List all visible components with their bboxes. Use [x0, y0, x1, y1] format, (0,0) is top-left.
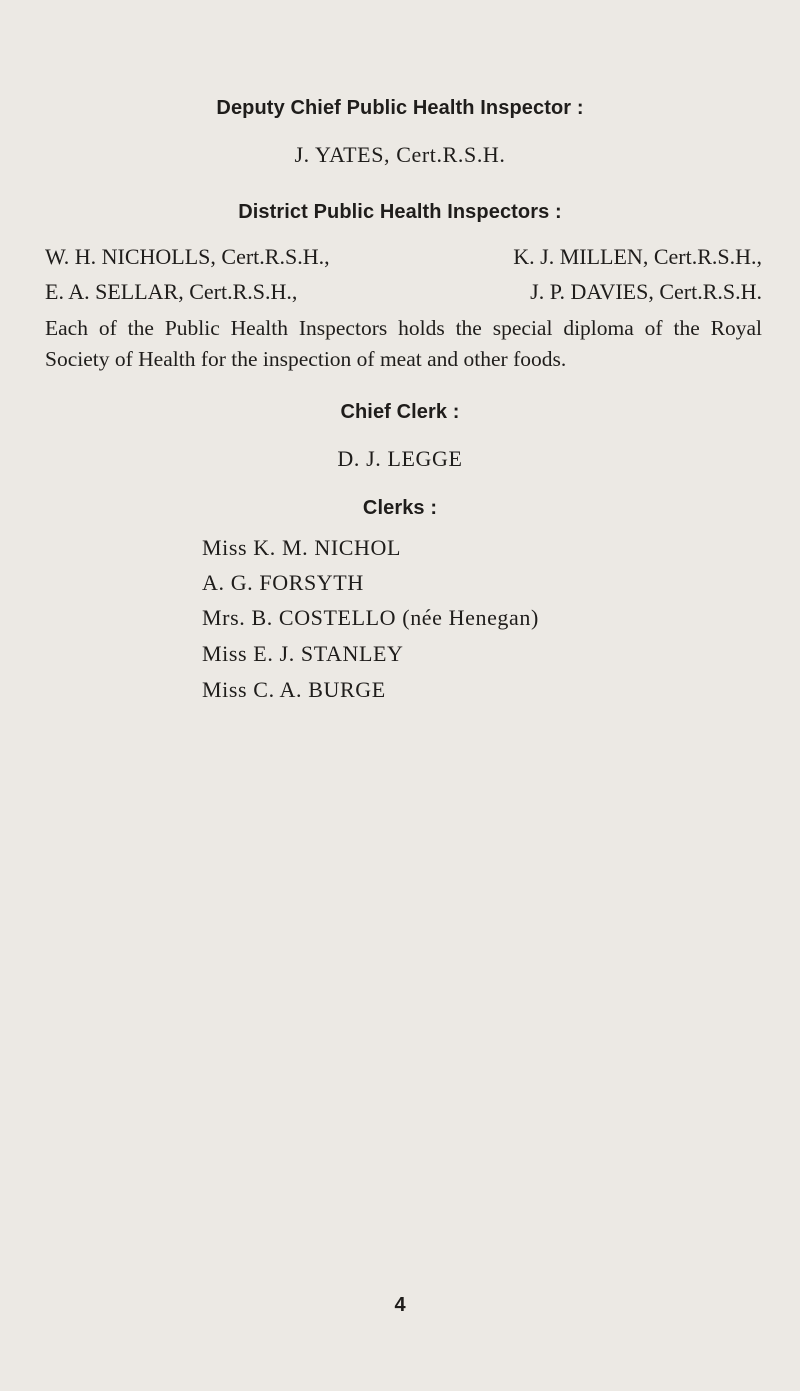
chief-clerk-name: D. J. LEGGE	[337, 446, 463, 471]
district-inspectors-row	[45, 244, 762, 270]
clerk-name: Miss K. M. NICHOL	[202, 535, 402, 560]
district-inspector-name: W. H. NICHOLLS, Cert.R.S.H.,	[45, 244, 330, 269]
clerks-heading: Clerks :	[362, 497, 438, 519]
district-inspector-name: K. J. MILLEN, Cert.R.S.H.,	[513, 244, 762, 269]
diploma-note: Each of the Public Health Inspectors holds the special diploma of the Royal Society of Health for the inspection of meat and other foods.	[45, 316, 762, 371]
deputy-inspector-heading: Deputy Chief Public Health Inspector :	[216, 97, 584, 119]
district-inspector-name: J. P. DAVIES, Cert.R.S.H.	[530, 279, 762, 304]
deputy-inspector-name: J. YATES, Cert.R.S.H.	[294, 142, 506, 167]
district-inspector-name: E. A. SELLAR, Cert.R.S.H.,	[45, 279, 298, 304]
clerk-name: Miss E. J. STANLEY	[202, 641, 404, 666]
district-inspectors-heading: District Public Health Inspectors :	[238, 201, 562, 223]
clerk-name: Miss C. A. BURGE	[202, 677, 386, 702]
chief-clerk-heading: Chief Clerk :	[340, 401, 460, 423]
clerk-name: Mrs. B. COSTELLO (née Henegan)	[202, 605, 539, 630]
page-number: 4	[394, 1294, 406, 1316]
clerk-name: A. G. FORSYTH	[202, 570, 364, 595]
